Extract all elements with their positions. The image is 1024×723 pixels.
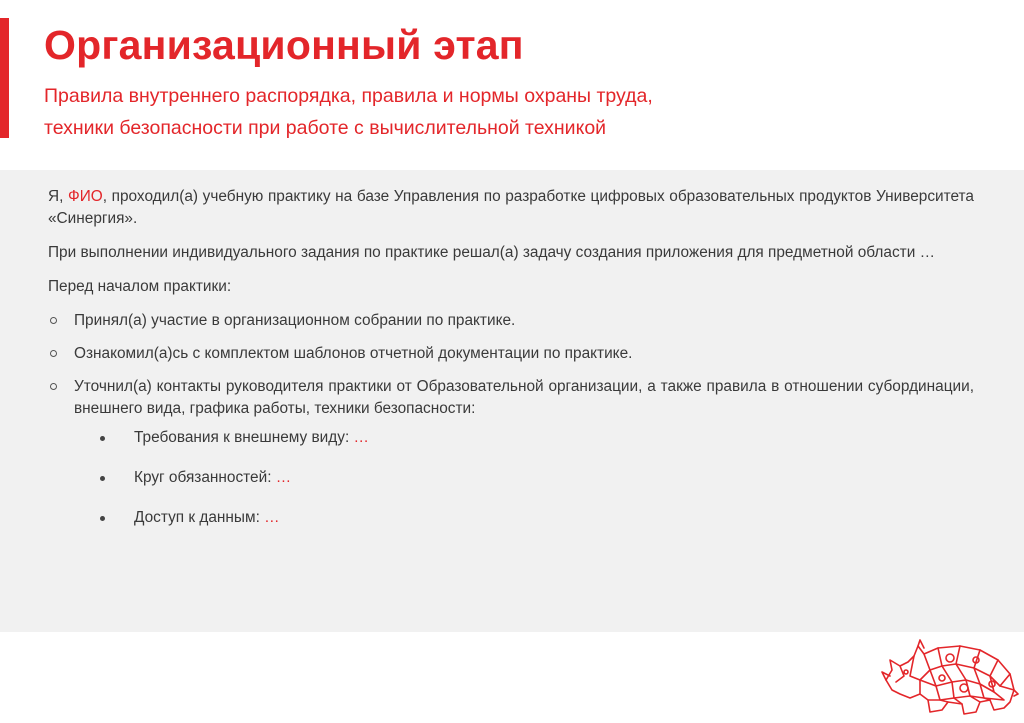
sublist-item	[74, 427, 974, 449]
list-item	[48, 376, 974, 529]
sublist-item-label: Круг обязанностей:	[134, 469, 276, 486]
content-body	[48, 186, 974, 547]
circle-bullet-icon	[50, 383, 57, 390]
intro-prefix: Я,	[48, 188, 69, 205]
intro-paragraph	[48, 186, 974, 230]
task-paragraph: При выполнении индивидуального задания по практике решал(а) задачу создания приложения для предметной области …	[48, 244, 935, 261]
page-title: Организационный этап	[44, 22, 524, 68]
dot-bullet-icon	[100, 516, 105, 521]
sublist-item-label: Требования к внешнему виду:	[134, 429, 354, 446]
sublist-item	[74, 507, 974, 529]
fio-placeholder: ФИО	[68, 188, 103, 205]
rules-sublist	[74, 427, 974, 529]
sublist-item-placeholder: …	[264, 509, 280, 526]
accent-bar	[0, 18, 9, 138]
list-item-text: Ознакомил(а)сь с комплектом шаблонов отчетной документации по практике.	[74, 345, 633, 362]
dot-bullet-icon	[100, 436, 105, 441]
sublist-item-placeholder: …	[353, 429, 369, 446]
list-item-text: Принял(а) участие в организационном собрании по практике.	[74, 312, 516, 329]
subtitle-line-2: техники безопасности при работе с вычислительной техникой	[44, 117, 607, 139]
list-item	[48, 310, 974, 332]
before-practice-heading: Перед началом практики:	[48, 278, 232, 295]
sublist-item-placeholder: …	[275, 469, 292, 486]
rhino-logo-icon	[880, 636, 1020, 718]
dot-bullet-icon	[100, 476, 105, 481]
page-subtitle	[44, 80, 804, 144]
circle-bullet-icon	[50, 317, 57, 324]
intro-suffix: , проходил(а) учебную практику на базе Управления по разработке цифровых образовательных продуктов Университета «Синергия».	[48, 188, 974, 227]
list-item	[48, 343, 974, 365]
list-item-text: Уточнил(а) контакты руководителя практики от Образовательной организации, а также правила в отношении субординации, внешнего вида, графика работы, техники безопасности:	[74, 378, 974, 417]
sublist-item	[74, 467, 974, 489]
circle-bullet-icon	[50, 350, 57, 357]
practice-checklist	[48, 310, 974, 529]
subtitle-line-1: Правила внутреннего распорядка, правила и нормы охраны труда,	[44, 85, 653, 107]
sublist-item-label: Доступ к данным:	[134, 509, 265, 526]
